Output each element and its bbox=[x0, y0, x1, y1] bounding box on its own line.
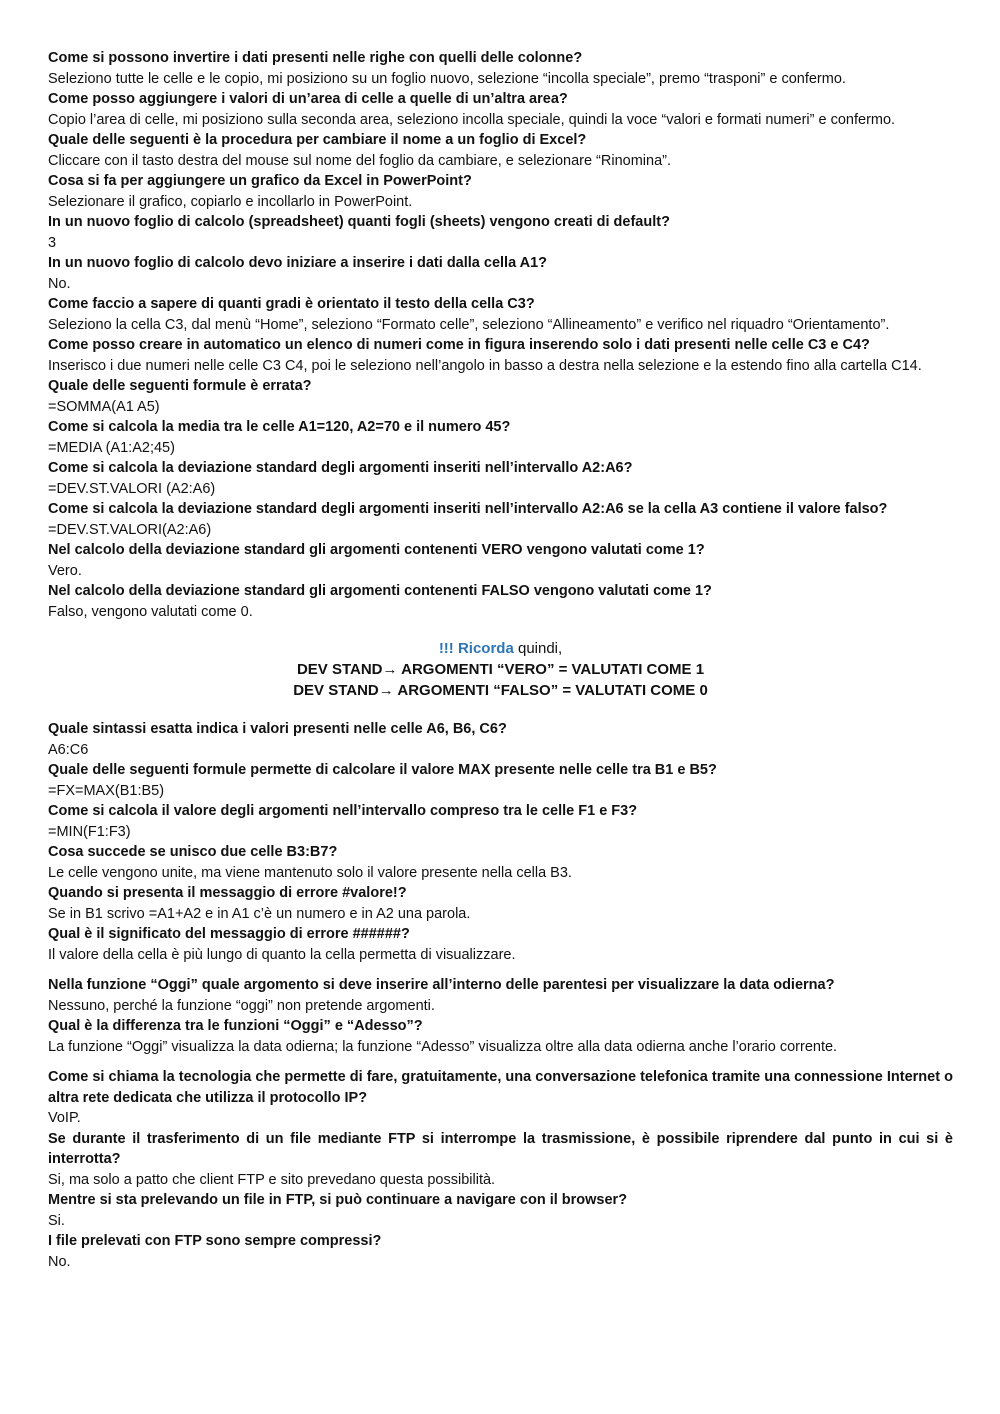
answer: Seleziono tutte le celle e le copio, mi posiziono su un foglio nuovo, selezione “incolla speciale”, premo “trasponi” e confermo. bbox=[48, 70, 846, 87]
qa-section-formulas bbox=[48, 719, 953, 965]
answer: Se in B1 scrivo =A1+A2 e in A1 c’è un numero e in A2 una parola. bbox=[48, 905, 471, 922]
answer: Selezionare il grafico, copiarlo e incollarlo in PowerPoint. bbox=[48, 193, 413, 210]
question: Quale delle seguenti formule permette di calcolare il valore MAX presente nelle celle tra B1 e B5? bbox=[48, 762, 717, 778]
qa-section-network bbox=[48, 1067, 953, 1272]
recall-note bbox=[48, 638, 953, 701]
question: I file prelevati con FTP sono sempre compressi? bbox=[48, 1233, 382, 1249]
recall-rule-true: DEV STAND→ ARGOMENTI “VERO” = VALUTATI COME 1 bbox=[296, 661, 705, 678]
question: Come si calcola il valore degli argomenti nell’intervallo compreso tra le celle F1 e F3? bbox=[48, 803, 638, 819]
document-page bbox=[48, 48, 953, 1272]
answer: =DEV.ST.VALORI(A2:A6) bbox=[48, 521, 212, 538]
question: Come posso aggiungere i valori di un’area di celle a quelle di un’altra area? bbox=[48, 91, 568, 107]
question: Come si possono invertire i dati presenti nelle righe con quelli delle colonne? bbox=[48, 50, 583, 66]
answer: Falso, vengono valutati come 0. bbox=[48, 603, 253, 620]
answer: =SOMMA(A1 A5) bbox=[48, 398, 160, 415]
answer: =MIN(F1:F3) bbox=[48, 823, 131, 840]
question: Quale delle seguenti formule è errata? bbox=[48, 378, 312, 394]
answer: Le celle vengono unite, ma viene mantenuto solo il valore presente nella cella B3. bbox=[48, 864, 572, 881]
question: Come si calcola la deviazione standard degli argomenti inseriti nell’intervallo A2:A6 se la cella A3 contiene il valore falso? bbox=[48, 501, 888, 517]
question: Come si calcola la media tra le celle A1=120, A2=70 e il numero 45? bbox=[48, 419, 511, 435]
answer: No. bbox=[48, 1253, 71, 1270]
question: Quale delle seguenti è la procedura per cambiare il nome a un foglio di Excel? bbox=[48, 132, 587, 148]
qa-section-excel-basics bbox=[48, 48, 953, 622]
question: Nel calcolo della deviazione standard gli argomenti contenenti VERO vengono valutati come 1? bbox=[48, 542, 705, 558]
question: Come si chiama la tecnologia che permette di fare, gratuitamente, una conversazione telefonica tramite una connessione Internet o altra rete dedicata che utilizza il protocollo IP? bbox=[48, 1069, 953, 1106]
question: Come si calcola la deviazione standard degli argomenti inseriti nell’intervallo A2:A6? bbox=[48, 460, 633, 476]
recall-heading bbox=[48, 638, 953, 659]
spacer bbox=[48, 1057, 953, 1067]
answer: =DEV.ST.VALORI (A2:A6) bbox=[48, 480, 216, 497]
answer: Si. bbox=[48, 1212, 65, 1229]
question: Cosa si fa per aggiungere un grafico da Excel in PowerPoint? bbox=[48, 173, 472, 189]
question: Come posso creare in automatico un elenco di numeri come in figura inserendo solo i dati presenti nelle celle C3 e C4? bbox=[48, 337, 870, 353]
spacer bbox=[48, 965, 953, 975]
question: Come faccio a sapere di quanti gradi è orientato il testo della cella C3? bbox=[48, 296, 535, 312]
recall-suffix: quindi, bbox=[513, 640, 563, 657]
question: Quando si presenta il messaggio di errore #valore!? bbox=[48, 885, 407, 901]
recall-rule-false: DEV STAND→ ARGOMENTI “FALSO” = VALUTATI COME 0 bbox=[293, 682, 708, 699]
answer: Copio l’area di celle, mi posiziono sulla seconda area, seleziono incolla speciale, quindi la voce “valori e formati numeri” e confermo. bbox=[48, 111, 896, 128]
qa-section-date-functions bbox=[48, 975, 953, 1057]
answer: Il valore della cella è più lungo di quanto la cella permetta di visualizzare. bbox=[48, 946, 516, 963]
question: Cosa succede se unisco due celle B3:B7? bbox=[48, 844, 338, 860]
question: In un nuovo foglio di calcolo (spreadsheet) quanti fogli (sheets) vengono creati di default? bbox=[48, 214, 670, 230]
answer: VoIP. bbox=[48, 1110, 81, 1126]
question: Nella funzione “Oggi” quale argomento si deve inserire all’interno delle parentesi per visualizzare la data odierna? bbox=[48, 977, 835, 993]
question: In un nuovo foglio di calcolo devo iniziare a inserire i dati dalla cella A1? bbox=[48, 255, 548, 271]
recall-highlight: !!! Ricorda bbox=[438, 640, 514, 657]
answer: Nessuno, perché la funzione “oggi” non pretende argomenti. bbox=[48, 997, 435, 1014]
answer: =FX=MAX(B1:B5) bbox=[48, 782, 165, 799]
answer: Seleziono la cella C3, dal menù “Home”, seleziono “Formato celle”, seleziono “Allineamento” e verifico nel riquadro “Orientamento”. bbox=[48, 316, 890, 333]
answer: 3 bbox=[48, 234, 57, 251]
answer: La funzione “Oggi” visualizza la data odierna; la funzione “Adesso” visualizza oltre alla data odierna anche l’orario corrente. bbox=[48, 1038, 838, 1055]
question: Quale sintassi esatta indica i valori presenti nelle celle A6, B6, C6? bbox=[48, 721, 507, 737]
question: Mentre si sta prelevando un file in FTP, si può continuare a navigare con il browser? bbox=[48, 1192, 628, 1208]
answer: No. bbox=[48, 275, 71, 292]
answer: A6:C6 bbox=[48, 741, 89, 758]
question: Qual è la differenza tra le funzioni “Oggi” e “Adesso”? bbox=[48, 1018, 423, 1034]
answer: Si, ma solo a patto che client FTP e sito prevedano questa possibilità. bbox=[48, 1171, 496, 1188]
question: Qual è il significato del messaggio di errore ######? bbox=[48, 926, 410, 942]
question: Se durante il trasferimento di un file mediante FTP si interrompe la trasmissione, è possibile riprendere dal punto in cui si è interrotta? bbox=[48, 1130, 953, 1167]
answer: Vero. bbox=[48, 562, 82, 579]
answer: Cliccare con il tasto destra del mouse sul nome del foglio da cambiare, e selezionare “Rinomina”. bbox=[48, 152, 671, 169]
answer: =MEDIA (A1:A2;45) bbox=[48, 439, 175, 456]
answer: Inserisco i due numeri nelle celle C3 C4, poi le seleziono nell’angolo in basso a destra nella selezione e la estendo fino alla cartella C14. bbox=[48, 357, 922, 374]
question: Nel calcolo della deviazione standard gli argomenti contenenti FALSO vengono valutati come 1? bbox=[48, 583, 712, 599]
